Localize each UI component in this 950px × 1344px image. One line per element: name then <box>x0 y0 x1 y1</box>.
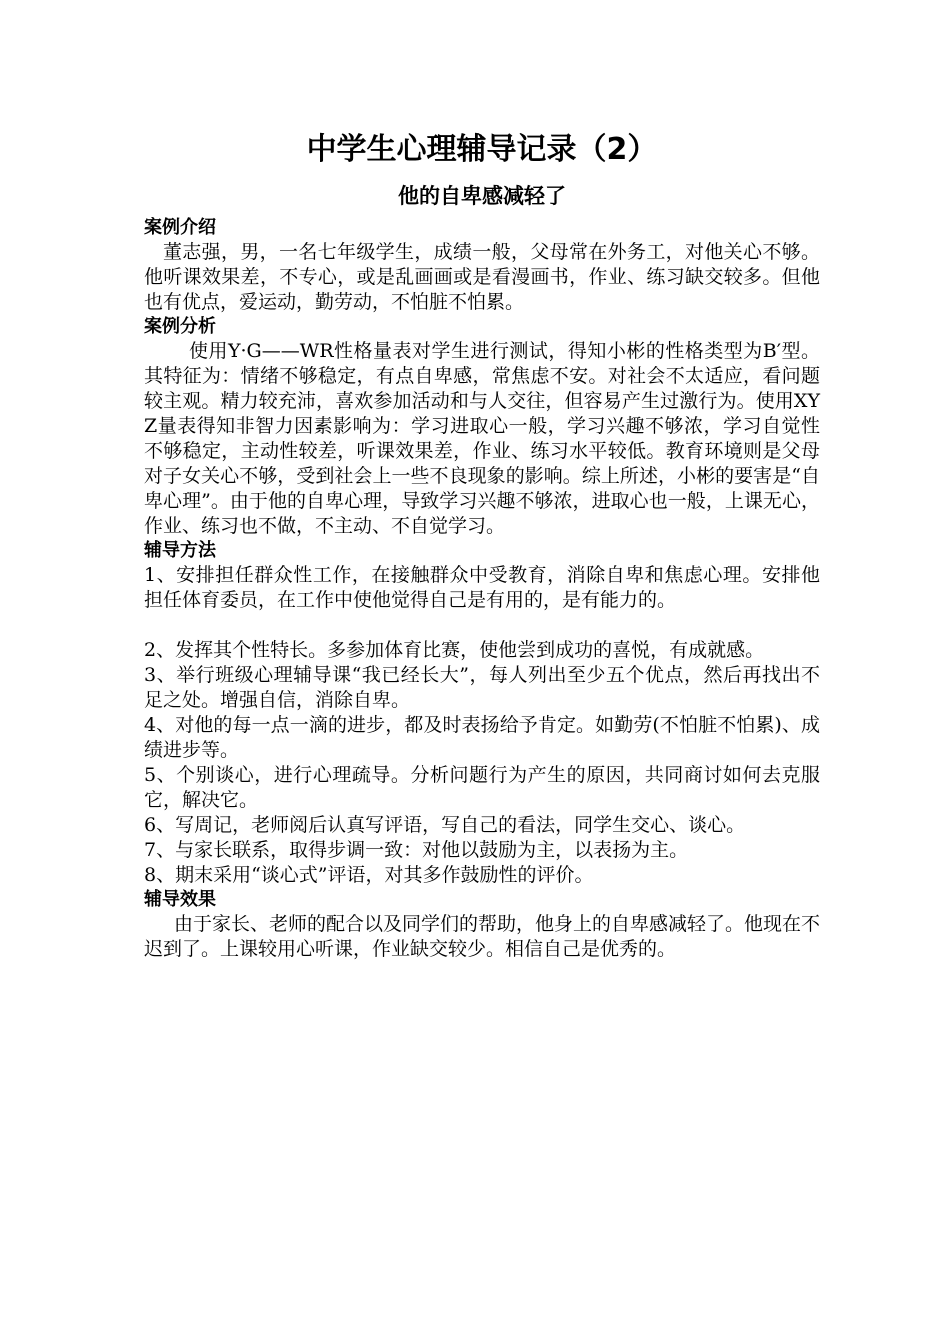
heading-effect: 辅导效果 <box>144 889 216 910</box>
effect-text: 由于家长、老师的配合以及同学们的帮助，他身上的自卑感减轻了。他现在不迟到了。上课较用心听课，作业缺交较少。相信自己是优秀的。 <box>144 913 821 960</box>
case-intro-text: 董志强，男，一名七年级学生，成绩一般，父母常在外务工，对他关心不够。他听课效果差，不专心，或是乱画画或是看漫画书，作业、练习缺交较多。但他也有优点，爱运动，勤劳动，不怕脏不怕累。 <box>144 241 820 313</box>
method-item-7: 7、与家长联系，取得步调一致：对他以鼓励为主，以表扬为主。 <box>144 839 689 861</box>
case-analysis-text: 使用Y·G——WR性格量表对学生进行测试，得知小彬的性格类型为B′型。其特征为：情绪不够稳定，有点自卑感，常焦虑不安。对社会不太适应，看问题较主观。精力较充沛，喜欢参加活动和与人交往，但容易产生过激行为。使用XYZ量表得知非智力因素影响为：学习进取心一般，学习兴趣不够浓，学习自觉性不够稳定，主动性较差，听课效果差，作业、练习水平较低。教育环境则是父母对子女关心不够，受到社会上一些不良现象的影响。综上所述，小彬的要害是“自卑心理”。由于他的自卑心理，导致学习兴趣不够浓，进取心也一般，上课无心，作业、练习也不做，不主动、不自觉学习。 <box>144 340 820 537</box>
heading-case-analysis: 案例分析 <box>144 316 216 337</box>
method-item-5: 5、个别谈心，进行心理疏导。分析问题行为产生的原因，共同商讨如何去克服它，解决它。 <box>144 764 820 811</box>
heading-methods: 辅导方法 <box>144 540 216 561</box>
document-subtitle: 他的自卑感减轻了 <box>398 184 566 208</box>
method-item-1: 1、安排担任群众性工作，在接触群众中受教育，消除自卑和焦虑心理。安排他担任体育委员，在工作中使他觉得自己是有用的，是有能力的。 <box>144 564 820 611</box>
document-page <box>144 126 820 962</box>
method-item-3: 3、举行班级心理辅导课“我已经长大”，每人列出至少五个优点，然后再找出不足之处。增强自信，消除自卑。 <box>144 664 820 711</box>
blank-line <box>144 613 820 638</box>
method-item-4: 4、对他的每一点一滴的进步，都及时表扬给予肯定。如勤劳(不怕脏不怕累)、成绩进步等。 <box>144 714 820 761</box>
method-item-6: 6、写周记，老师阅后认真写评语，写自己的看法，同学生交心、谈心。 <box>144 814 746 836</box>
document-title: 中学生心理辅导记录（2） <box>306 132 658 167</box>
heading-case-intro: 案例介绍 <box>144 217 216 238</box>
method-item-8: 8、期末采用“谈心式”评语，对其多作鼓励性的评价。 <box>144 864 594 886</box>
method-item-2: 2、发挥其个性特长。多参加体育比赛，使他尝到成功的喜悦，有成就感。 <box>144 639 765 661</box>
